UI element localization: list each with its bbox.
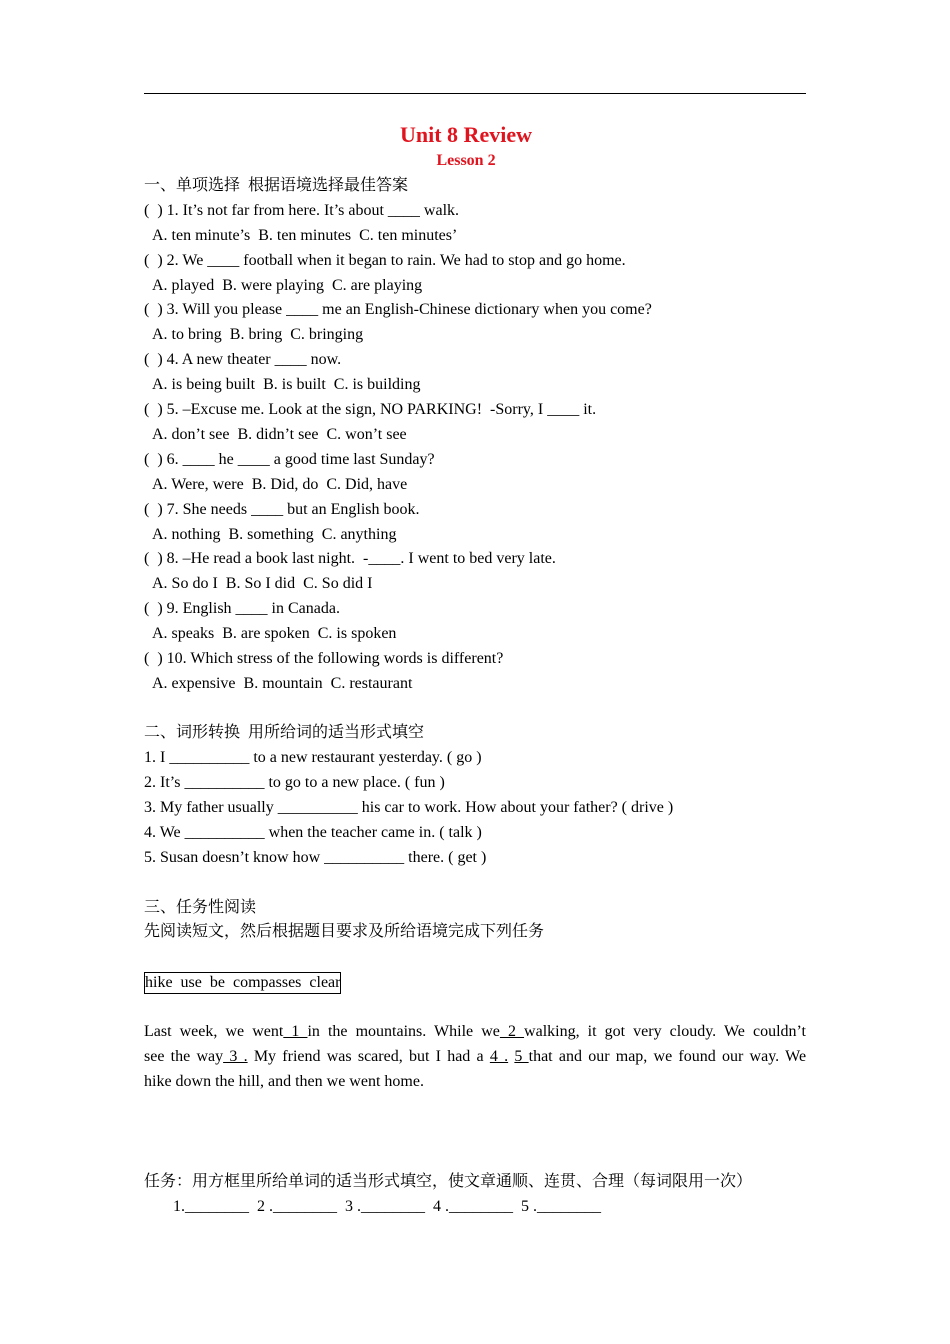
question-7: ( ) 7. She needs ____ but an English book. xyxy=(144,501,420,518)
question-9-options: A. speaks B. are spoken C. is spoken xyxy=(152,625,397,642)
section1-heading: 一、单项选择 根据语境选择最佳答案 xyxy=(144,177,409,194)
question-8-options: A. So do I B. So I did C. So did I xyxy=(152,575,373,592)
question-2: ( ) 2. We ____ football when it began to rain. We had to stop and go home. xyxy=(144,252,626,269)
question-5: ( ) 5. –Excuse me. Look at the sign, NO PARKING! -Sorry, I ____ it. xyxy=(144,401,597,418)
question-7-options: A. nothing B. something C. anything xyxy=(152,526,397,543)
header-rule xyxy=(144,93,806,94)
question-5-options: A. don’t see B. didn’t see C. won’t see xyxy=(152,426,407,443)
question-10-options: A. expensive B. mountain C. restaurant xyxy=(152,675,413,692)
question-4-options: A. is being built B. is built C. is building xyxy=(152,376,421,393)
passage-line-2: see the way 3 . My friend was scared, but I had a 4 . 5 that and our map, we found our way. We xyxy=(144,1048,807,1065)
question-1-options: A. ten minute’s B. ten minutes C. ten minutes’ xyxy=(152,227,458,244)
word-box: hike use be compasses clear xyxy=(144,972,341,994)
word-form-item-5: 5. Susan doesn’t know how __________ there. ( get ) xyxy=(144,849,487,866)
question-3: ( ) 3. Will you please ____ me an English-Chinese dictionary when you come? xyxy=(144,301,652,318)
word-form-item-1: 1. I __________ to a new restaurant yesterday. ( go ) xyxy=(144,749,482,766)
question-8: ( ) 8. –He read a book last night. -____. I went to bed very late. xyxy=(144,550,556,567)
blank-1: 1 xyxy=(283,1023,308,1040)
question-6: ( ) 6. ____ he ____ a good time last Sunday? xyxy=(144,451,435,468)
question-3-options: A. to bring B. bring C. bringing xyxy=(152,326,364,343)
word-form-item-3: 3. My father usually __________ his car to work. How about your father? ( drive ) xyxy=(144,799,674,816)
blank-3: 3 . xyxy=(223,1048,248,1065)
section3-heading: 三、任务性阅读 xyxy=(144,899,257,916)
answer-blanks: 1.________ 2 .________ 3 .________ 4 .________ 5 .________ xyxy=(173,1198,601,1215)
blank-5: 5 xyxy=(514,1048,529,1065)
passage-line-3: hike down the hill, and then we went home. xyxy=(144,1073,424,1090)
question-10: ( ) 10. Which stress of the following words is different? xyxy=(144,650,504,667)
blank-2: 2 xyxy=(499,1023,525,1040)
section2-heading: 二、词形转换 用所给词的适当形式填空 xyxy=(144,724,425,741)
section3-instruction: 先阅读短文，然后根据题目要求及所给语境完成下列任务 xyxy=(144,923,545,940)
question-6-options: A. Were, were B. Did, do C. Did, have xyxy=(152,476,408,493)
page-subtitle: Lesson 2 xyxy=(436,152,496,169)
task-instruction: 任务：用方框里所给单词的适当形式填空，使文章通顺、连贯、合理（每词限用一次） xyxy=(144,1173,753,1190)
word-form-item-4: 4. We __________ when the teacher came in. ( talk ) xyxy=(144,824,482,841)
blank-4: 4 . xyxy=(489,1048,509,1065)
question-9: ( ) 9. English ____ in Canada. xyxy=(144,600,340,617)
question-2-options: A. played B. were playing C. are playing xyxy=(152,277,423,294)
page-title: Unit 8 Review xyxy=(400,122,532,147)
passage-line-1: Last week, we went 1 in the mountains. While we 2 walking, it got very cloudy. We couldn’t xyxy=(144,1023,806,1040)
word-form-item-2: 2. It’s __________ to go to a new place. ( fun ) xyxy=(144,774,445,791)
question-1: ( ) 1. It’s not far from here. It’s about ____ walk. xyxy=(144,202,460,219)
question-4: ( ) 4. A new theater ____ now. xyxy=(144,351,342,368)
